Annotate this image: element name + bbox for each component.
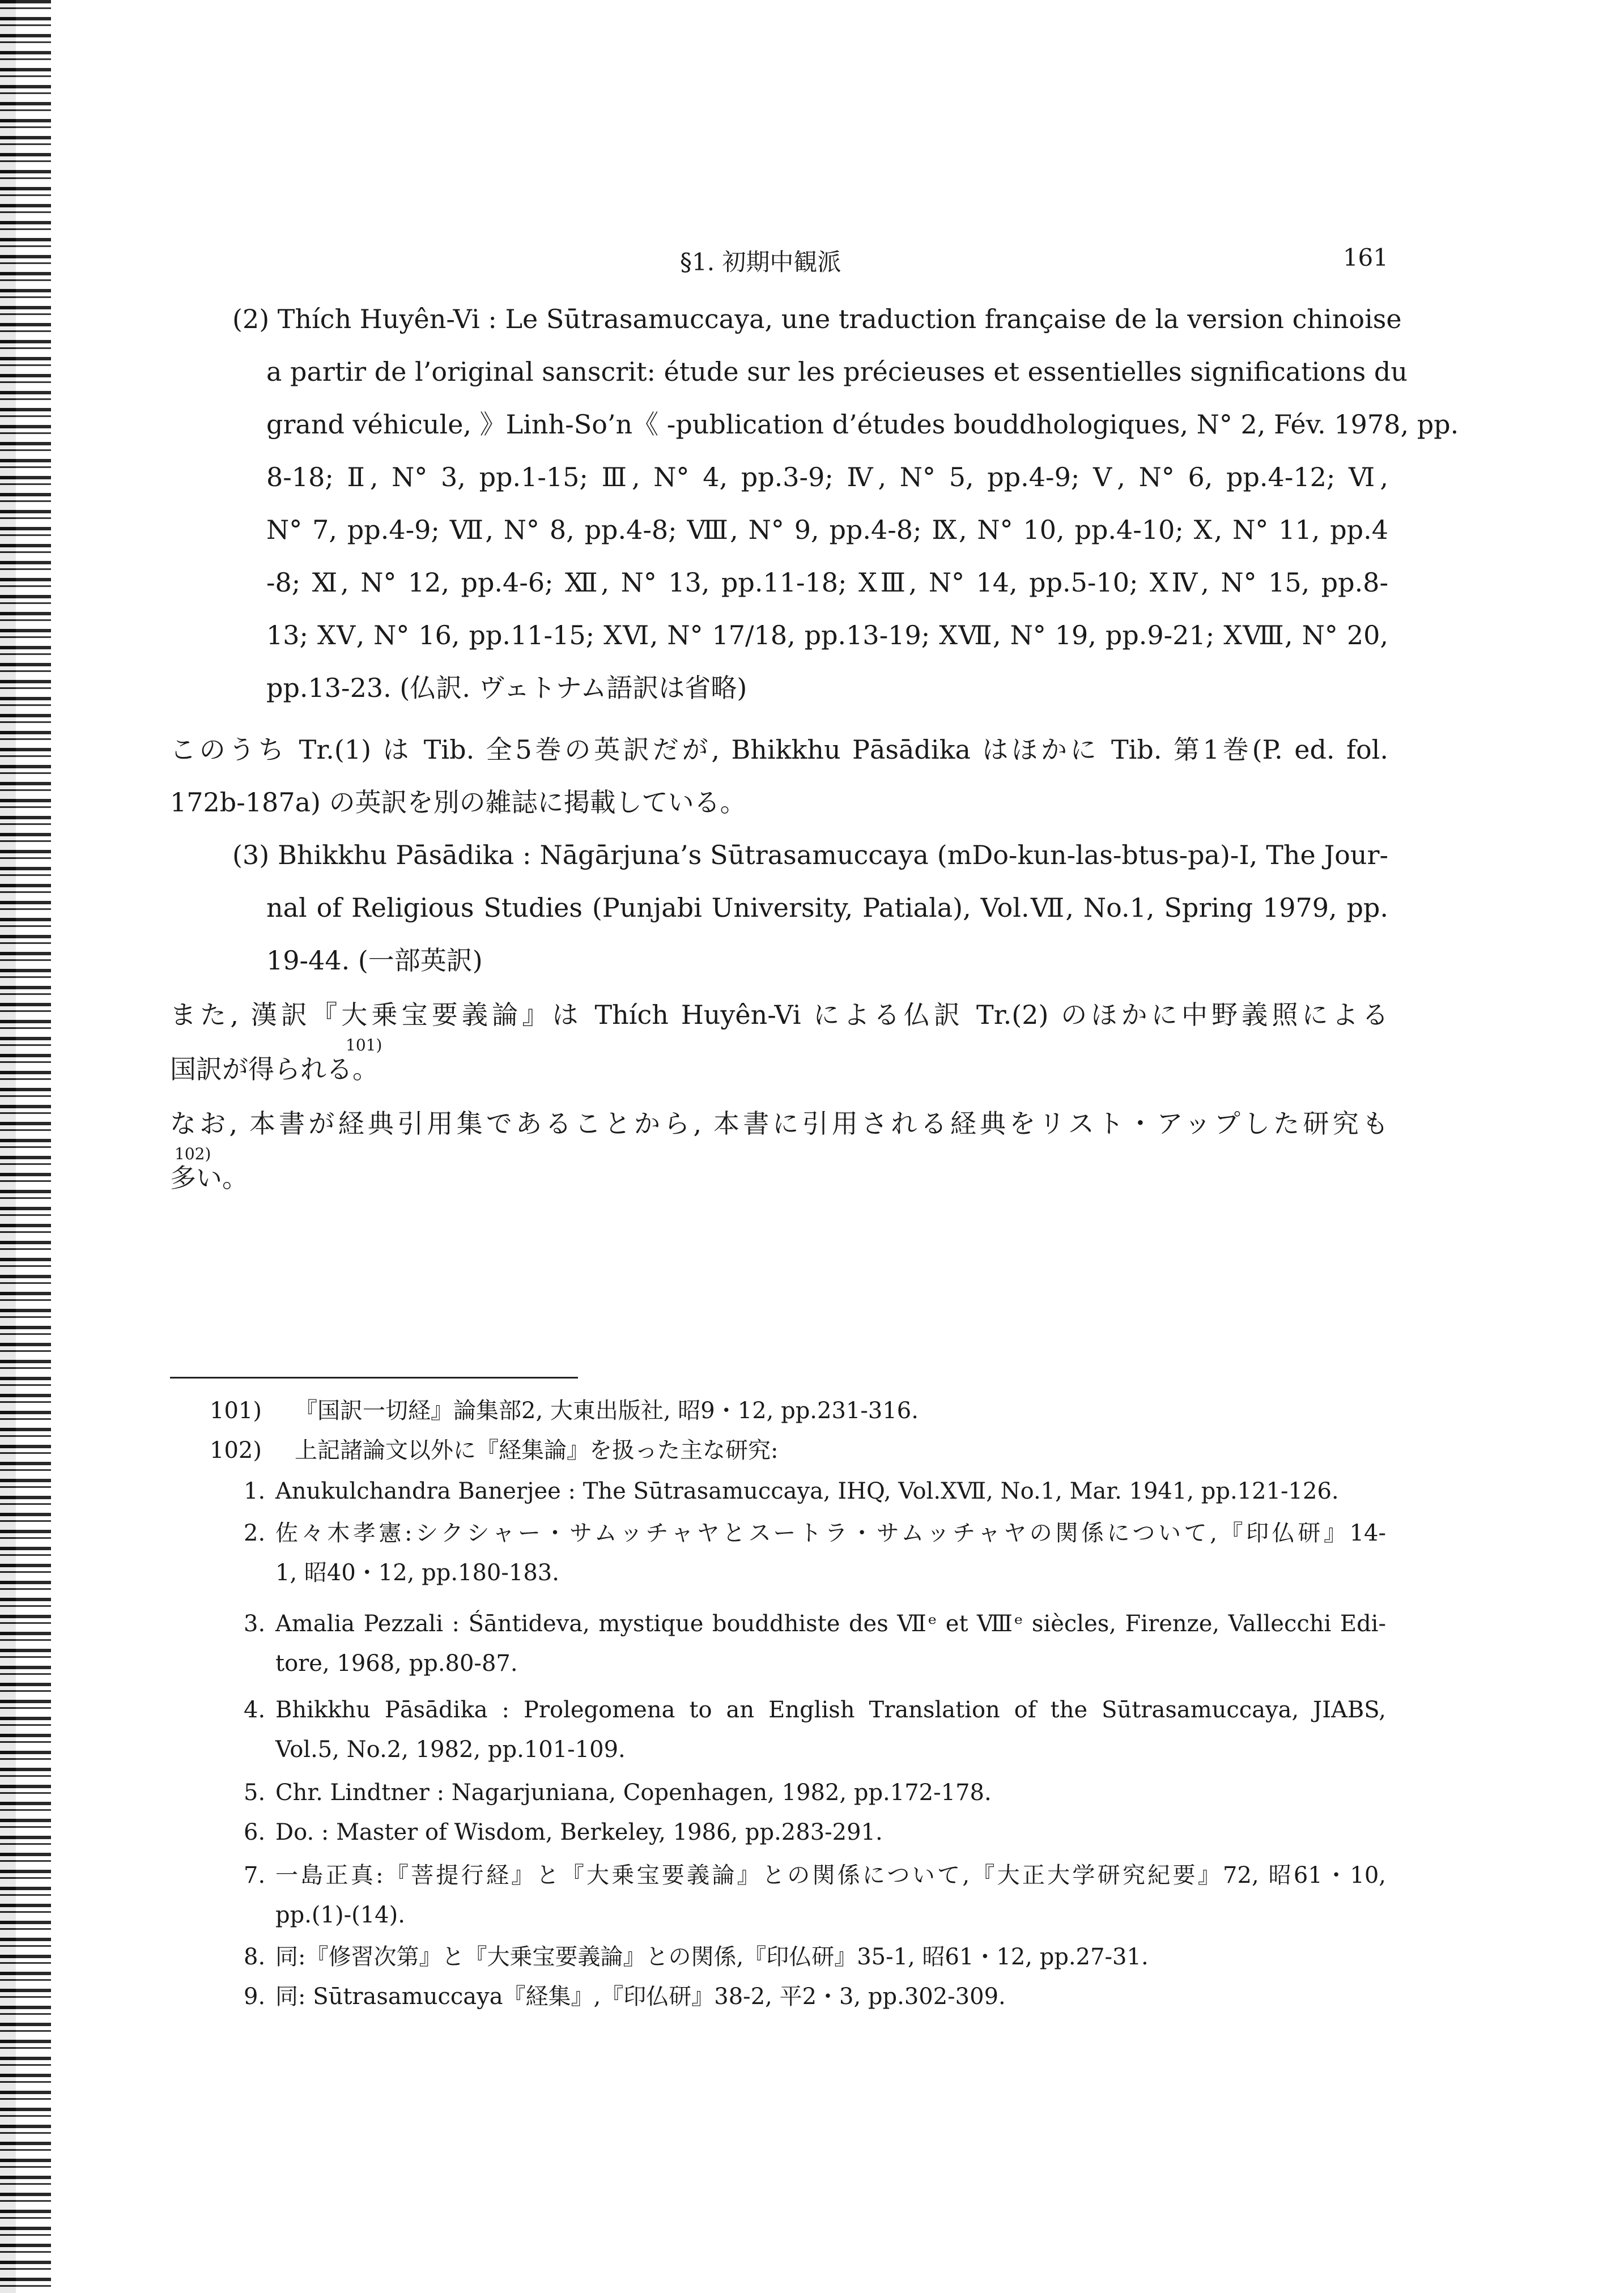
page-header: [170, 244, 1388, 278]
text-line: 13; ⅩⅤ, N° 16, pp.11-15; ⅩⅥ, N° 17/18, pp.13-19; ⅩⅦ, N° 19, pp.9-21; ⅩⅧ, N° 20,: [266, 620, 1388, 650]
list-number: 3.: [244, 1611, 266, 1637]
text-line: 多い。: [170, 1163, 248, 1193]
text-line: nal of Religious Studies (Punjabi University, Patiala), Vol.Ⅶ, No.1, Spring 1979, pp.: [266, 892, 1388, 923]
list-item: 一島正真:『菩提行経』と『大乗宝要義論』との関係について,『大正大学研究紀要』72, 昭61・10,: [275, 1862, 1386, 1888]
list-item: 佐々木孝憲:シクシャー・サムッチャヤとスートラ・サムッチャヤの関係について,『印仏研』14-: [275, 1520, 1386, 1546]
footnote-rule: [170, 1377, 578, 1379]
list-number: 1.: [244, 1478, 266, 1504]
list-number: 9.: [244, 1984, 266, 2010]
footnote-text: 上記諸論文以外に『経集論』を扱った主な研究:: [295, 1437, 779, 1464]
footnote-ref-102[interactable]: 102): [175, 1145, 211, 1163]
list-item: Chr. Lindtner : Nagarjuniana, Copenhagen, 1982, pp.172-178.: [275, 1780, 992, 1806]
text-line: 8-18; Ⅱ, N° 3, pp.1-15; Ⅲ, N° 4, pp.3-9; Ⅳ, N° 5, pp.4-9; Ⅴ, N° 6, pp.4-12; Ⅵ,: [266, 462, 1388, 492]
text-line: pp.13-23. (仏訳. ヴェトナム語訳は省略): [266, 673, 747, 703]
footnote-text: 『国訳一切経』論集部2, 大東出版社, 昭9・12, pp.231-316.: [295, 1398, 919, 1424]
list-item-continuation: tore, 1968, pp.80-87.: [275, 1650, 518, 1677]
list-item-continuation: Vol.5, No.2, 1982, pp.101-109.: [275, 1737, 626, 1763]
list-number: 4.: [244, 1697, 266, 1723]
scan-binding-shadow: [0, 0, 51, 2293]
text-line: (2) Thích Huyên-Vi : Le Sūtrasamuccaya, une traduction française de la version chinoise: [232, 304, 1402, 334]
list-number: 5.: [244, 1780, 266, 1806]
list-item: Do. : Master of Wisdom, Berkeley, 1986, pp.283-291.: [275, 1819, 883, 1845]
list-item-continuation: pp.(1)-(14).: [275, 1902, 405, 1928]
list-number: 2.: [244, 1520, 266, 1546]
footnote-label: 101): [210, 1398, 262, 1424]
text-line: 172b-187a) の英訳を別の雑誌に掲載している。: [170, 787, 746, 818]
text-line: N° 7, pp.4-9; Ⅶ, N° 8, pp.4-8; Ⅷ, N° 9, pp.4-8; Ⅸ, N° 10, pp.4-10; Ⅹ, N° 11, pp.4: [266, 514, 1388, 545]
footnote-label: 102): [210, 1437, 262, 1464]
text-line: (3) Bhikkhu Pāsādika : Nāgārjuna’s Sūtrasamuccaya (mDo-kun-las-btus-pa)-I, The Jour-: [232, 840, 1388, 870]
text-line: -8; Ⅺ, N° 12, pp.4-6; Ⅻ, N° 13, pp.11-18; ⅩⅢ, N° 14, pp.5-10; ⅩⅣ, N° 15, pp.8-: [266, 567, 1388, 598]
page-number: 161: [1342, 244, 1388, 271]
list-item: 同: Sūtrasamuccaya『経集』,『印仏研』38-2, 平2・3, pp.302-309.: [275, 1984, 1006, 2010]
list-number: 7.: [244, 1862, 266, 1888]
footnote-ref-101[interactable]: 101): [346, 1036, 382, 1054]
text-line: grand véhicule, 》Linh-So’n《 -publication d’études bouddhologiques, N° 2, Fév. 1978, pp.: [266, 409, 1459, 440]
text-line: a partir de l’original sanscrit: étude sur les précieuses et essentielles significations du: [266, 356, 1408, 387]
list-item: Anukulchandra Banerjee : The Sūtrasamuccaya, IHQ, Vol.ⅩⅦ, No.1, Mar. 1941, pp.121-126.: [275, 1478, 1339, 1504]
text-line: なお, 本書が経典引用集であることから, 本書に引用される経典をリスト・アップした研究も: [170, 1108, 1388, 1139]
text-line: このうち Tr.(1) は Tib. 全5巻の英訳だが, Bhikkhu Pāsādika はほかに Tib. 第1巻(P. ed. fol.: [170, 734, 1388, 765]
list-number: 6.: [244, 1819, 266, 1845]
running-title: §1. 初期中観派: [680, 248, 841, 276]
text-line: また, 漢訳『大乗宝要義論』は Thích Huyên-Vi による仏訳 Tr.(2) のほかに中野義照による: [170, 999, 1388, 1030]
list-item: 同:『修習次第』と『大乗宝要義論』との関係,『印仏研』35-1, 昭61・12, pp.27-31.: [275, 1944, 1149, 1970]
list-item: Bhikkhu Pāsādika : Prolegomena to an English Translation of the Sūtrasamuccaya, JIABS,: [275, 1697, 1386, 1723]
list-item-continuation: 1, 昭40・12, pp.180-183.: [275, 1560, 559, 1586]
list-item: Amalia Pezzali : Śāntideva, mystique bouddhiste des Ⅶᵉ et Ⅷᵉ siècles, Firenze, Vallecchi Edi-: [275, 1611, 1386, 1637]
text-line: 国訳が得られる。: [170, 1054, 379, 1084]
text-line: 19-44. (一部英訳): [266, 945, 483, 976]
list-number: 8.: [244, 1944, 266, 1970]
